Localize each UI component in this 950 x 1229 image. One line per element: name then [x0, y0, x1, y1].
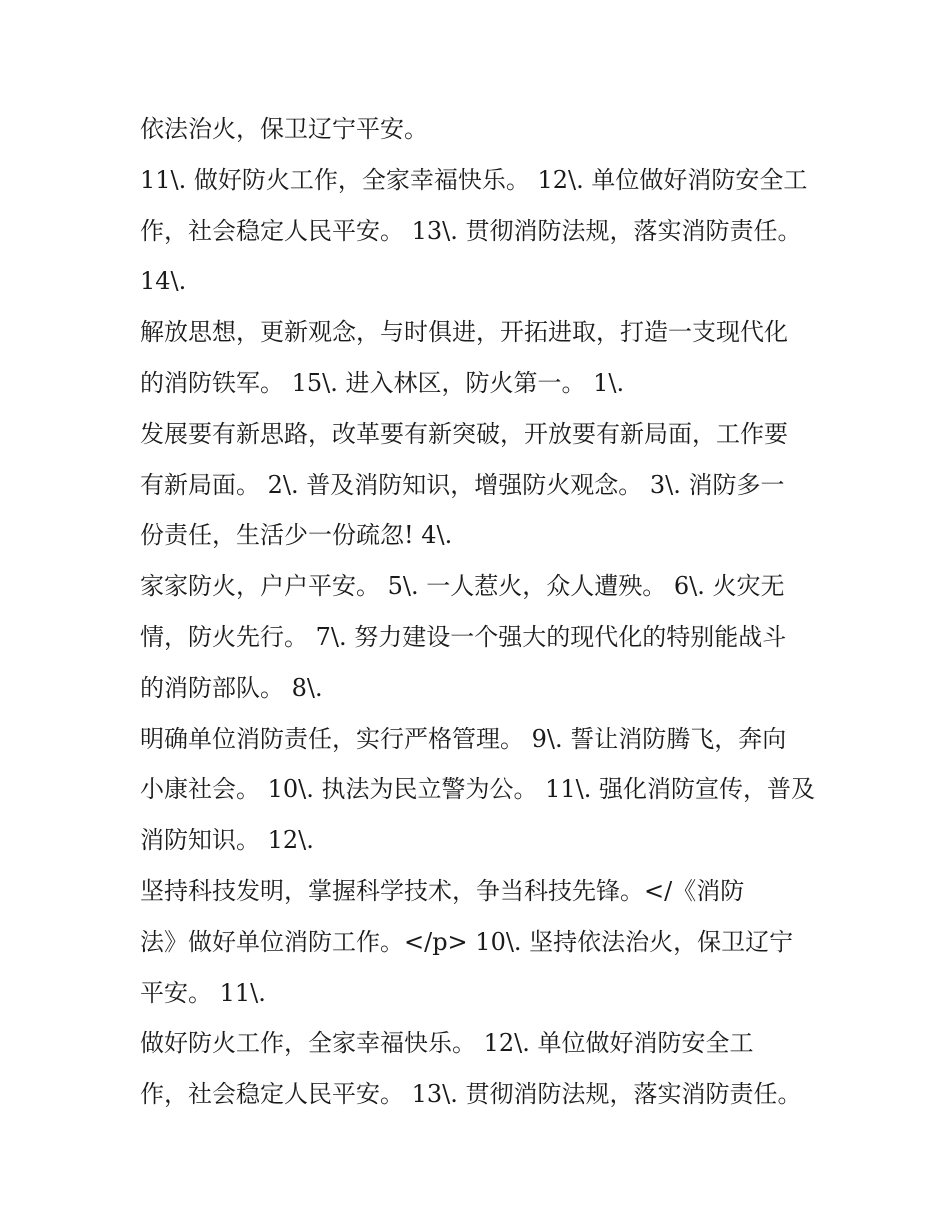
text-line: 作，社会稳定人民平安。 13\. 贯彻消防法规，落实消防责任。	[140, 1080, 802, 1109]
text-line: 11\. 做好防火工作，全家幸福快乐。 12\. 单位做好消防安全工	[140, 165, 808, 194]
text-line: 明确单位消防责任，实行严格管理。 9\. 誓让消防腾飞，奔向	[140, 724, 787, 753]
text-line: 平安。 11\.	[140, 978, 266, 1007]
text-line: 发展要有新思路，改革要有新突破，开放要有新局面，工作要	[140, 419, 788, 448]
text-line: 消防知识。 12\.	[140, 826, 314, 855]
text-line: 的消防铁军。 15\. 进入林区，防火第一。 1\.	[140, 368, 625, 397]
text-line: 依法治火，保卫辽宁平安。	[140, 115, 428, 143]
text-line: 做好防火工作，全家幸福快乐。 12\. 单位做好消防安全工	[140, 1029, 754, 1058]
text-line: 份责任，生活少一份疏忽! 4\.	[140, 521, 453, 550]
document-body	[140, 104, 830, 1120]
text-line: 坚持科技发明，掌握科学技术，争当科技先锋。</《消防	[140, 876, 745, 905]
text-line: 家家防火，户户平安。 5\. 一人惹火，众人遭殃。 6\. 火灾无	[140, 572, 785, 601]
text-line: 14\.	[140, 267, 187, 296]
text-line: 小康社会。 10\. 执法为民立警为公。 11\. 强化消防宣传，普及	[140, 775, 816, 804]
text-line: 情，防火先行。 7\. 努力建设一个强大的现代化的特别能战斗	[140, 622, 787, 651]
text-line: 的消防部队。 8\.	[140, 673, 323, 702]
text-line: 解放思想，更新观念，与时俱进，开拓进取，打造一支现代化	[140, 318, 788, 347]
text-line: 有新局面。 2\. 普及消防知识，增强防火观念。 3\. 消防多一	[140, 470, 785, 499]
text-line: 作，社会稳定人民平安。 13\. 贯彻消防法规，落实消防责任。	[140, 216, 802, 245]
text-line: 法》做好单位消防工作。</p> 10\. 坚持依法治火，保卫辽宁	[140, 927, 794, 956]
